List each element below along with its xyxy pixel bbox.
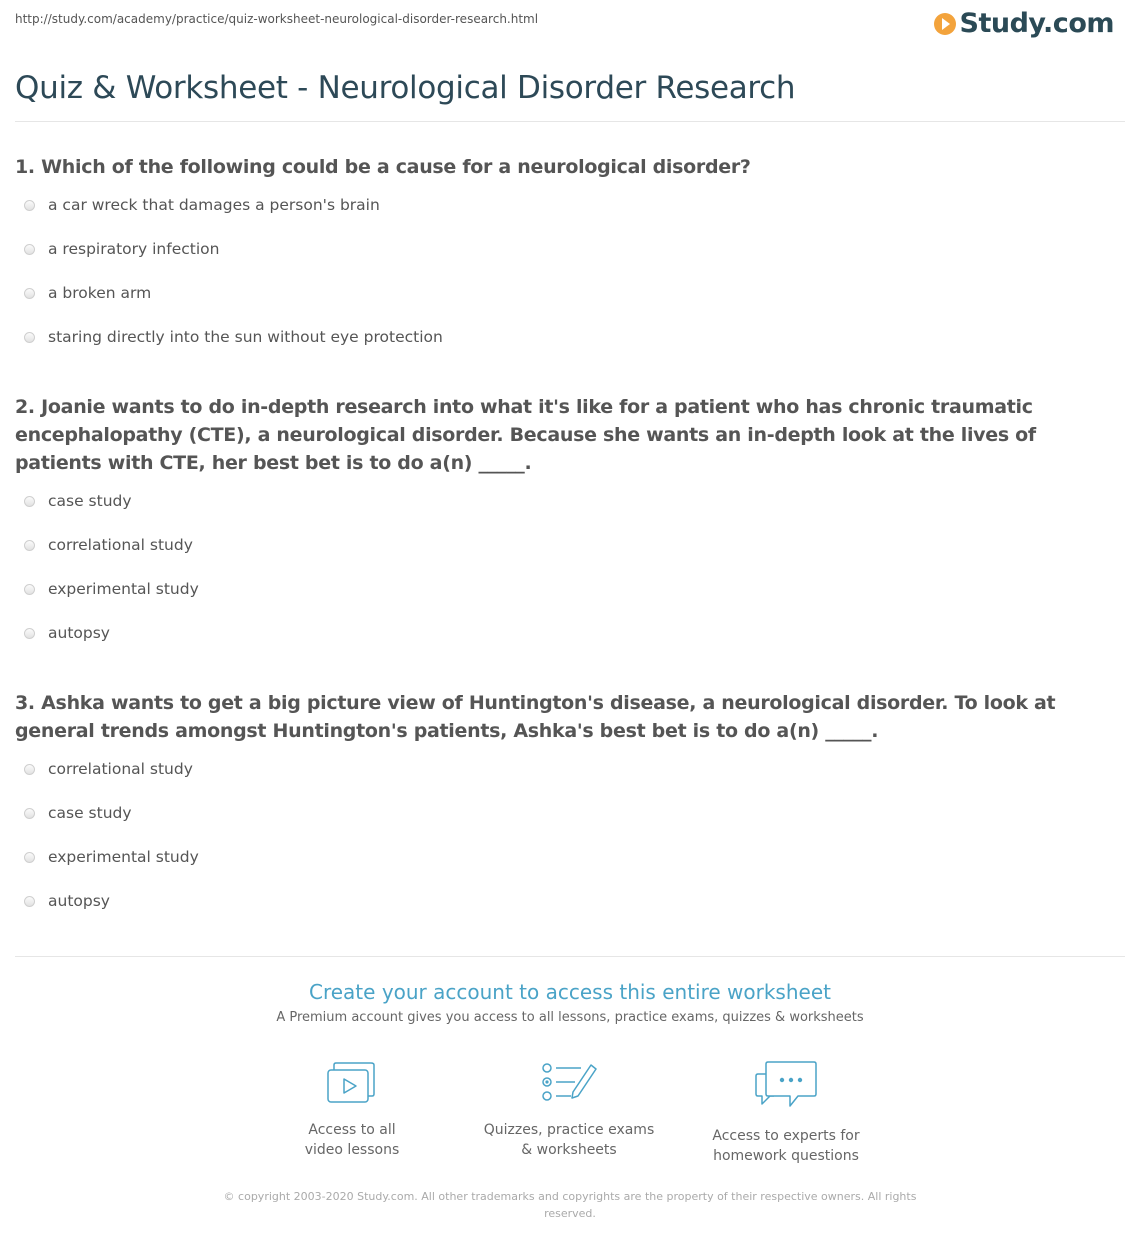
answer-option[interactable] [15,536,1115,580]
answer-label: a broken arm [48,284,152,302]
study-logo[interactable] [934,8,1114,39]
title-divider [15,121,1125,122]
radio-button[interactable] [24,540,35,551]
answer-option[interactable] [15,760,1115,804]
radio-button[interactable] [24,200,35,211]
answer-label: experimental study [48,848,199,866]
radio-button[interactable] [24,852,35,863]
chat-experts-icon [754,1060,818,1112]
radio-button[interactable] [24,244,35,255]
cta-subtitle: A Premium account gives you access to all lessons, practice exams, quizzes & worksheets [276,1010,864,1025]
radio-button[interactable] [24,808,35,819]
radio-button[interactable] [24,628,35,639]
answer-option[interactable] [15,284,1115,328]
feature-label: Access to all video lessons [304,1122,400,1158]
answer-list [15,760,1115,936]
question-1 [15,153,1115,372]
play-logo-icon [934,13,956,35]
page-url[interactable]: http://study.com/academy/practice/quiz-worksheet-neurological-disorder-research.html [15,12,539,26]
question-text: 1. Which of the following could be a cause for a neurological disorder? [15,156,751,178]
feature-label: Access to experts for homework questions [712,1128,860,1164]
answer-option[interactable] [15,240,1115,284]
answer-option[interactable] [15,848,1115,892]
logo-text: Study.com [959,8,1114,39]
answer-label: staring directly into the sun without eye protection [48,328,443,346]
cta-title-link[interactable]: Create your account to access this entire worksheet [309,980,831,1004]
page-title: Quiz & Worksheet - Neurological Disorder Research [15,70,796,106]
answer-label: case study [48,804,132,822]
answer-option[interactable] [15,492,1115,536]
radio-button[interactable] [24,584,35,595]
answer-label: experimental study [48,580,199,598]
answer-label: a respiratory infection [48,240,220,258]
answer-list [15,196,1115,372]
answer-option[interactable] [15,328,1115,372]
answer-list [15,492,1115,668]
answer-label: a car wreck that damages a person's brain [48,196,380,214]
radio-button[interactable] [24,896,35,907]
answer-label: case study [48,492,132,510]
radio-button[interactable] [24,496,35,507]
answer-label: autopsy [48,624,110,642]
answer-option[interactable] [15,624,1115,668]
radio-button[interactable] [24,764,35,775]
feature-quizzes [469,1060,669,1160]
feature-experts [686,1060,886,1166]
answer-option[interactable] [15,196,1115,240]
radio-button[interactable] [24,332,35,343]
quiz-checklist-icon [541,1060,597,1106]
signup-cta [0,980,1140,1025]
answer-option[interactable] [15,580,1115,624]
cta-divider [15,956,1125,957]
radio-button[interactable] [24,288,35,299]
question-text: 3. Ashka wants to get a big picture view of Huntington's disease, a neurological disorder. To look at general trends amongst Huntington's patients, Ashka's best bet is to do a(n) _____. [15,692,1056,742]
answer-label: correlational study [48,760,193,778]
question-2 [15,393,1115,668]
copyright-notice: © copyright 2003-2020 Study.com. All other trademarks and copyrights are the property of their respective owners. All rights reserved. [223,1190,917,1220]
answer-label: correlational study [48,536,193,554]
answer-option[interactable] [15,892,1115,936]
video-lessons-icon [326,1060,378,1106]
answer-option[interactable] [15,804,1115,848]
answer-label: autopsy [48,892,110,910]
top-bar [0,0,1140,50]
feature-video-lessons [252,1060,452,1160]
feature-label: Quizzes, practice exams & worksheets [483,1122,655,1158]
question-text: 2. Joanie wants to do in-depth research into what it's like for a patient who has chronic traumatic encephalopathy (CTE), a neurological disorder. Because she wants an in-depth look at the lives of patients with CTE, her best bet is to do a(n) _____. [15,396,1036,474]
question-3 [15,689,1115,936]
